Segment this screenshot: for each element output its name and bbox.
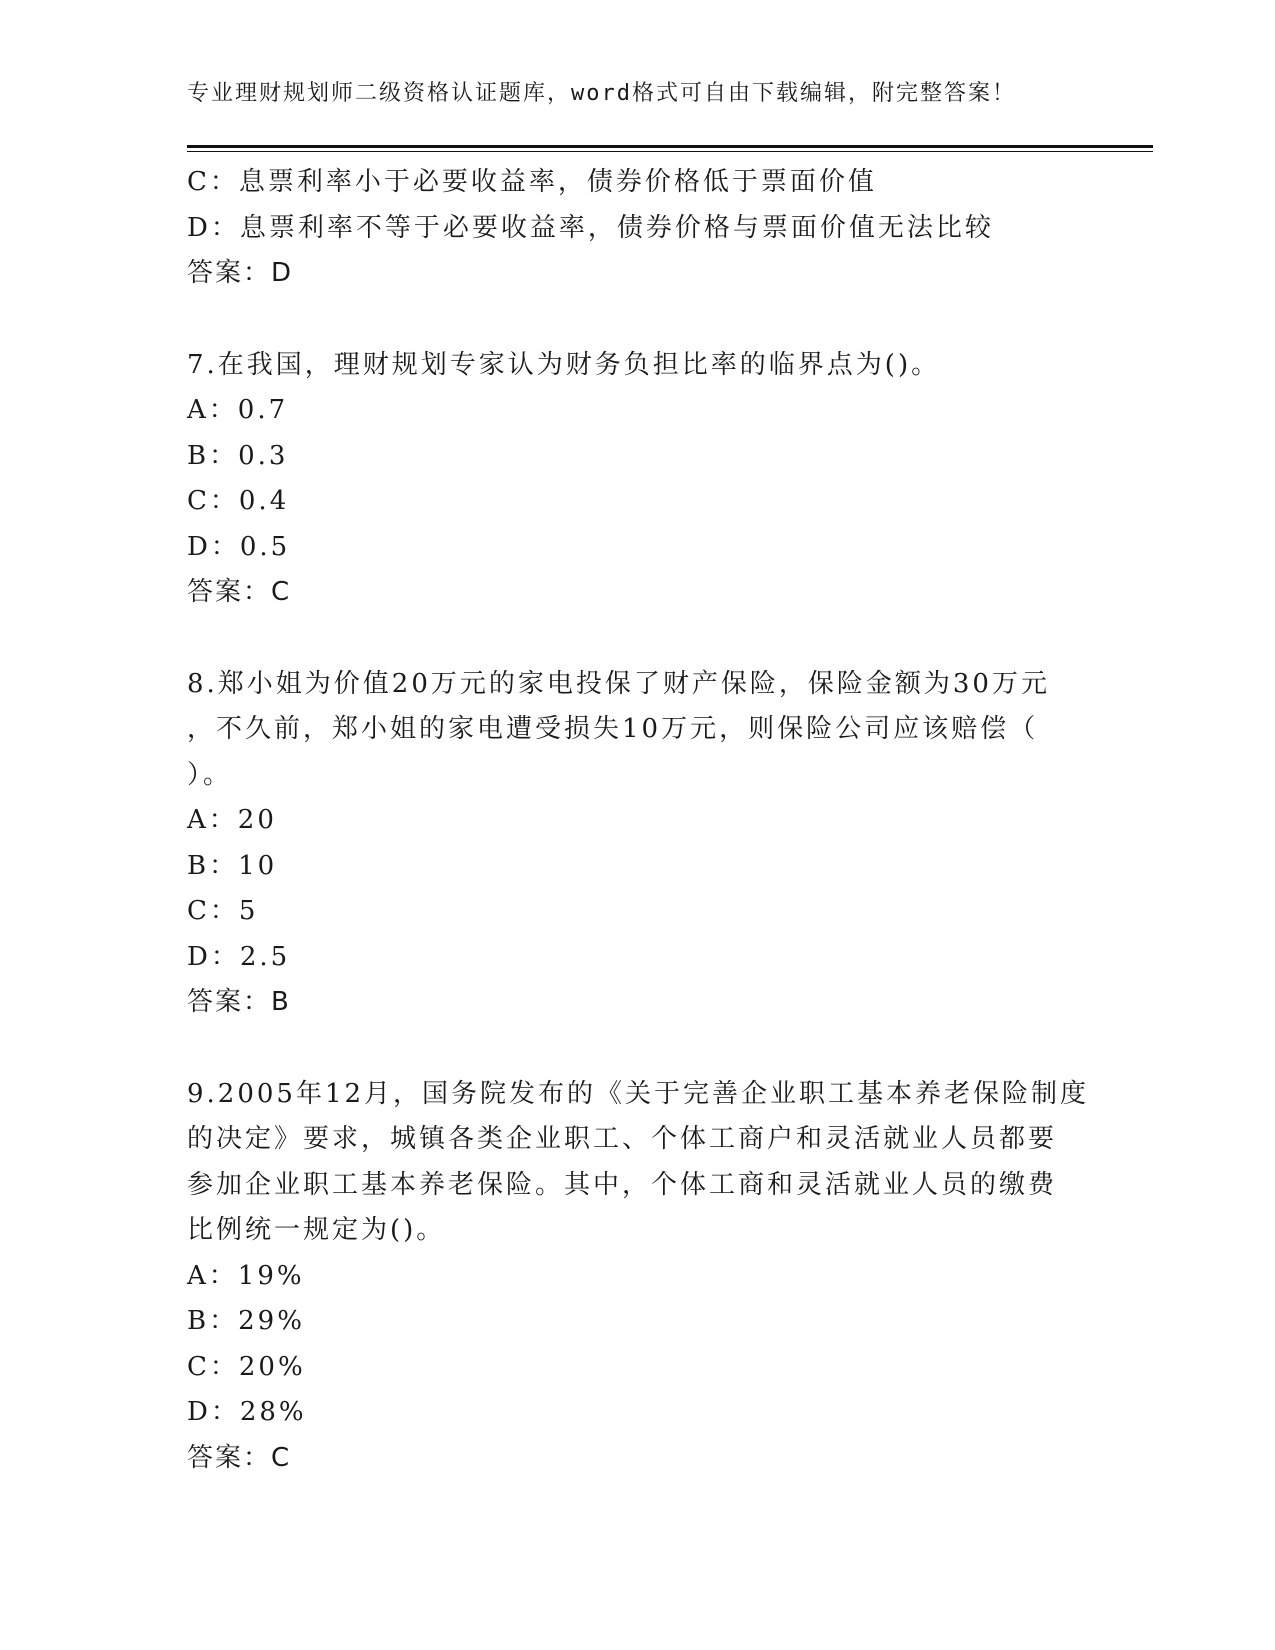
option-a: A：19% — [187, 1260, 305, 1291]
question-7 — [187, 343, 1087, 616]
question-text-line: ）。 — [187, 759, 233, 790]
answer: 答案：B — [187, 987, 291, 1017]
question-6-tail — [187, 160, 1087, 297]
option-c: C：5 — [187, 896, 259, 926]
answer: 答案：C — [187, 1442, 292, 1473]
option-c: C：20% — [187, 1351, 306, 1382]
option-a: A：0.7 — [187, 395, 289, 425]
option-d: D：28% — [187, 1397, 307, 1427]
question-text-line: ，不久前，郑小姐的家电遭受损失10万元，则保险公司应该赔偿（ — [187, 714, 1039, 744]
question-text-line: 比例统一规定为()。 — [187, 1215, 446, 1245]
header-rule-thick — [187, 145, 1153, 148]
question-8 — [187, 662, 1087, 1026]
option-c: C：息票利率小于必要收益率，债券价格低于票面价值 — [187, 167, 877, 197]
option-d: D：0.5 — [187, 531, 291, 562]
question-text-line: 9.2005年12月，国务院发布的《关于完善企业职工基本养老保险制度 — [187, 1078, 1090, 1109]
option-d: D：2.5 — [187, 941, 291, 972]
question-list — [187, 160, 1090, 1481]
answer: 答案：D — [187, 258, 294, 288]
option-b: B：0.3 — [187, 440, 289, 471]
page-header: 专业理财规划师二级资格认证题库，word格式可自由下载编辑，附完整答案！ — [187, 81, 1016, 106]
question-9 — [187, 1072, 1090, 1482]
option-b: B：29% — [187, 1306, 305, 1336]
question-text-line: 的决定》要求，城镇各类企业职工、个体工商户和灵活就业人员都要 — [187, 1124, 1058, 1154]
option-c: C：0.4 — [187, 486, 290, 516]
question-text: 7.在我国，理财规划专家认为财务负担比率的临界点为()。 — [187, 349, 941, 380]
option-a: A：20 — [187, 805, 277, 835]
question-text-line: 参加企业职工基本养老保险。其中，个体工商和灵活就业人员的缴费 — [187, 1169, 1058, 1200]
option-d: D：息票利率不等于必要收益率，债券价格与票面价值无法比较 — [187, 212, 994, 243]
header-rule-thin — [187, 151, 1153, 152]
option-b: B：10 — [187, 850, 278, 881]
question-text-line: 8.郑小姐为价值20万元的家电投保了财产保险，保险金额为30万元 — [187, 668, 1050, 699]
answer: 答案：C — [187, 577, 292, 607]
